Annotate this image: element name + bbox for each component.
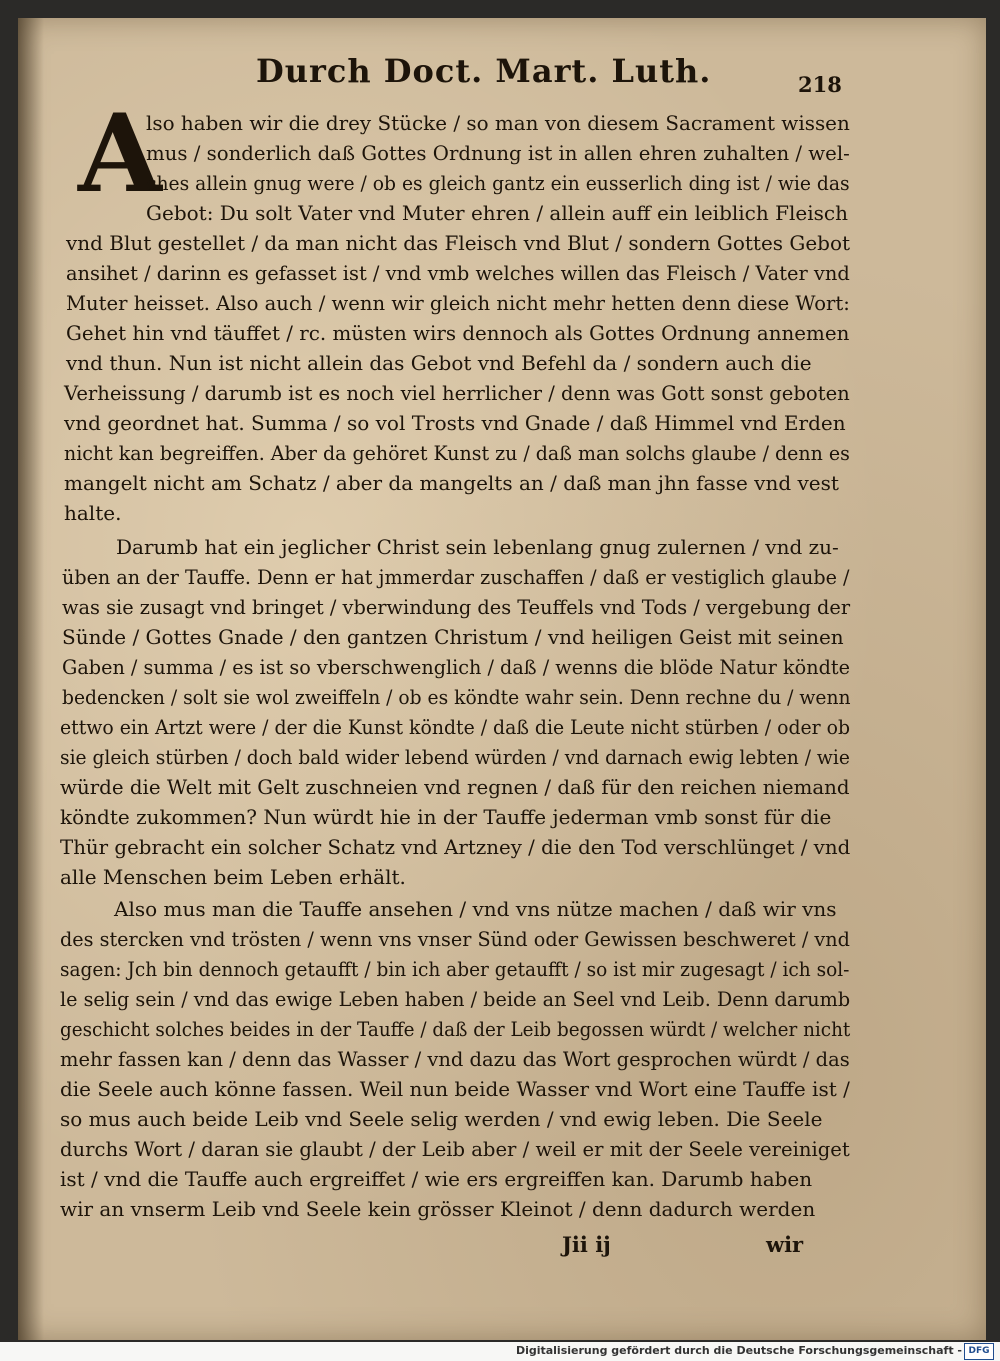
text-line: Gehet hin vnd täuffet / rc. müsten wirs dennoch als Gottes Ordnung annemen: [66, 321, 850, 345]
text-line: Also mus man die Tauffe ansehen / vnd vns nütze machen / daß wir vns: [114, 897, 837, 921]
text-line: Muter heisset. Also auch / wenn wir gleich nicht mehr hetten denn diese Wort:: [66, 291, 850, 315]
running-head: Durch Doct. Mart. Luth.: [256, 52, 712, 90]
text-line: ches allein gnug were / ob es gleich gantz ein eusserlich ding ist / wie das: [146, 171, 850, 195]
text-line: sagen: Jch bin dennoch getaufft / bin ich aber getaufft / so ist mir zugesagt / ich sol-: [60, 957, 850, 981]
footer-credit: Digitalisierung gefördert durch die Deutsche Forschungsgemeinschaft -: [515, 1344, 962, 1357]
text-line: vnd Blut gestellet / da man nicht das Fleisch vnd Blut / sondern Gottes Gebot: [66, 231, 851, 255]
dfg-logo: DFG: [964, 1343, 994, 1360]
text-line: Sünde / Gottes Gnade / den gantzen Christum / vnd heiligen Geist mit seinen: [62, 625, 844, 649]
text-line: bedencken / solt sie wol zweiffeln / ob es köndte wahr sein. Denn rechne du / wenn: [62, 685, 851, 709]
text-line: wir an vnserm Leib vnd Seele kein grösser Kleinot / denn dadurch werden: [60, 1197, 816, 1221]
text-line: lso haben wir die drey Stücke / so man von diesem Sacrament wissen: [146, 111, 850, 135]
text-line: Gebot: Du solt Vater vnd Muter ehren / allein auff ein leiblich Fleisch: [146, 201, 848, 225]
text-line: sie gleich stürben / doch bald wider lebend würden / vnd darnach ewig lebten / wie: [60, 745, 850, 769]
page-gutter-shadow: [18, 18, 44, 1340]
footer-bar: [0, 1342, 1000, 1361]
text-line: was sie zusagt vnd bringet / vberwindung des Teuffels vnd Tods / vergebung der: [62, 595, 851, 619]
text-line: Darumb hat ein jeglicher Christ sein lebenlang gnug zulernen / vnd zu-: [116, 535, 839, 559]
text-block: [60, 36, 851, 1257]
text-line: nicht kan begreiffen. Aber da gehöret Kunst zu / daß man solchs glaube / denn es: [64, 441, 850, 465]
text-line: ansihet / darinn es gefasset ist / vnd vmb welches willen das Fleisch / Vater vnd: [66, 261, 850, 285]
text-line: ist / vnd die Tauffe auch ergreiffet / wie ers ergreiffen kan. Darumb haben: [60, 1167, 813, 1191]
text-line: le selig sein / vnd das ewige Leben haben / beide an Seel vnd Leib. Denn darumb: [60, 987, 851, 1011]
text-line: geschicht solches beides in der Tauffe / daß der Leib begossen würdt / welcher nicht: [60, 1017, 851, 1041]
text-line: vnd thun. Nun ist nicht allein das Gebot vnd Befehl da / sondern auch die: [66, 351, 812, 375]
text-line: Thür gebracht ein solcher Schatz vnd Artzney / die den Tod verschlünget / vnd: [60, 835, 851, 859]
book-page: [18, 18, 986, 1340]
text-line: halte.: [64, 501, 122, 525]
text-line: so mus auch beide Leib vnd Seele selig werden / vnd ewig leben. Die Seele: [60, 1107, 823, 1131]
signature-mark: Jii ij: [562, 1232, 611, 1257]
decorative-initial: A: [78, 91, 162, 217]
text-line: würde die Welt mit Gelt zuschneien vnd regnen / daß für den reichen niemand: [60, 775, 850, 799]
text-line: üben an der Tauffe. Denn er hat jmmerdar zuschaffen / daß er vestiglich glaube /: [62, 565, 850, 589]
text-line: mus / sonderlich daß Gottes Ordnung ist in allen ehren zuhalten / wel-: [146, 141, 850, 165]
text-line: die Seele auch könne fassen. Weil nun beide Wasser vnd Wort eine Tauffe ist /: [60, 1077, 850, 1101]
text-line: des stercken vnd trösten / wenn vns vnser Sünd oder Gewissen beschweret / vnd: [60, 927, 850, 951]
text-line: köndte zukommen? Nun würdt hie in der Tauffe jederman vmb sonst für die: [60, 805, 832, 829]
text-line: vnd geordnet hat. Summa / so vol Trosts vnd Gnade / daß Himmel vnd Erden: [64, 411, 846, 435]
catchword: wir: [766, 1232, 804, 1257]
page-number: 218: [798, 72, 842, 97]
text-line: Verheissung / darumb ist es noch viel herrlicher / denn was Gott sonst geboten: [64, 381, 850, 405]
text-line: Gaben / summa / es ist so vberschwenglich / daß / wenns die blöde Natur köndte: [62, 655, 850, 679]
text-line: alle Menschen beim Leben erhält.: [60, 865, 406, 889]
text-line: mangelt nicht am Schatz / aber da mangelts an / daß man jhn fasse vnd vest: [64, 471, 839, 495]
text-line: mehr fassen kan / denn das Wasser / vnd dazu das Wort gesprochen würdt / das: [60, 1047, 850, 1071]
text-line: ettwo ein Artzt were / der die Kunst köndte / daß die Leute nicht stürben / oder ob: [60, 715, 851, 739]
text-line: durchs Wort / daran sie glaubt / der Leib aber / weil er mit der Seele vereiniget: [60, 1137, 850, 1161]
